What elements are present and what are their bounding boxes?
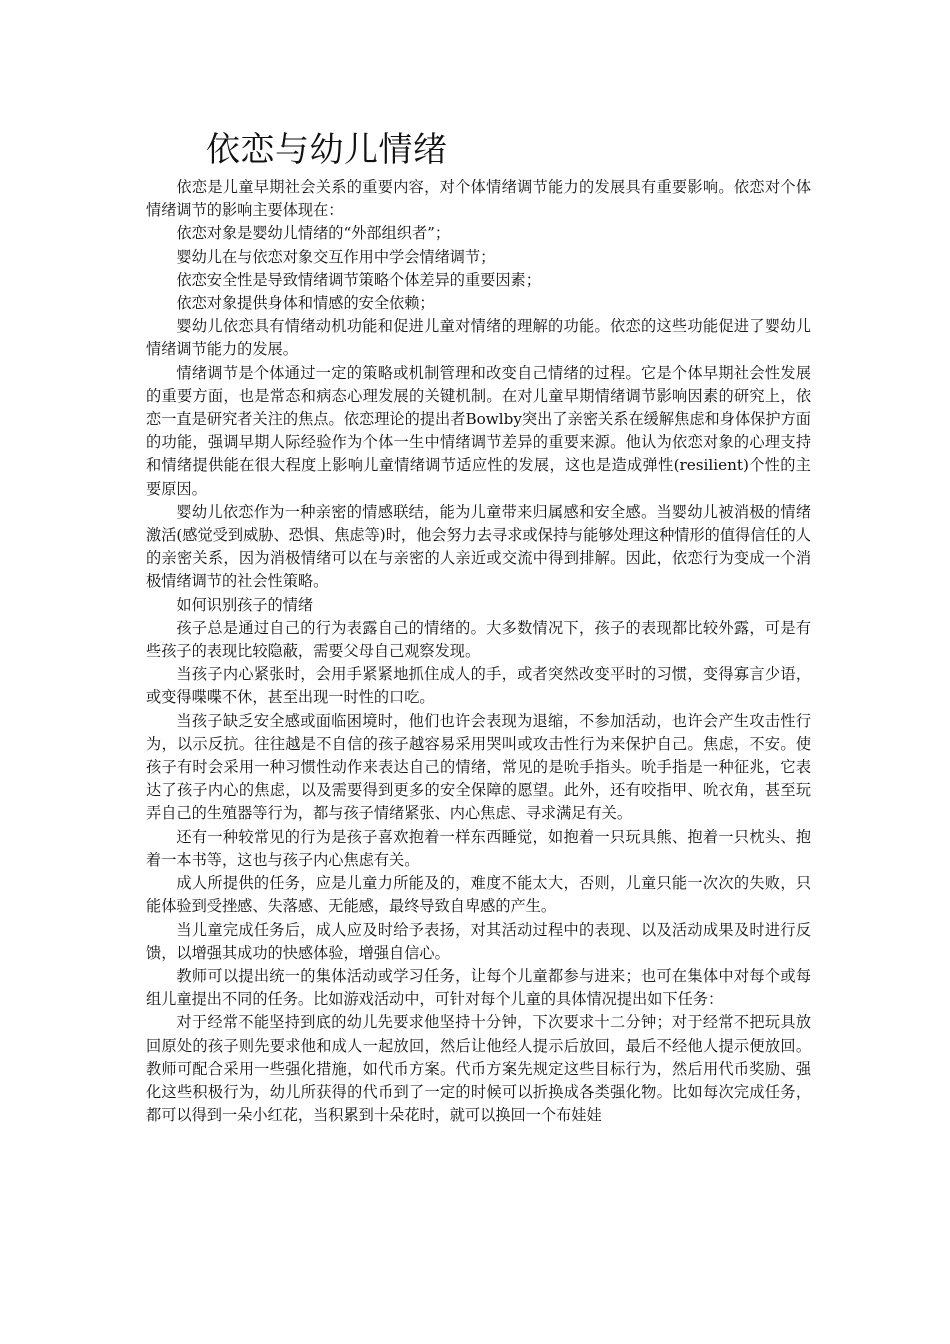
paragraph: 当孩子内心紧张时，会用手紧紧地抓住成人的手，或者突然改变平时的习惯，变得寡言少语，或变得喋喋不休，甚至出现一时性的口吃。 — [146, 665, 811, 707]
paragraph: 情绪调节是个体通过一定的策略或机制管理和改变自己情绪的过程。它是个体早期社会性发展的重要方面，也是常态和病态心理发展的关键机制。在对儿童早期情绪调节影响因素的研究上，依恋一直是研究者关注的焦点。依恋理论的提出者Bowlby突出了亲密关系在缓解焦虑和身体保护方面的功能，强调早期人际经验作为个体一生中情绪调节差异的重要来源。他认为依恋对象的心理支持和情绪提供能在很大程度上影响儿童情绪调节适应性的发展，这也是造成弹性(resilient)个性的主要原因。 — [146, 363, 811, 498]
document-body — [146, 176, 811, 1127]
paragraph: 当儿童完成任务后，成人应及时给予表扬，对其活动过程中的表现、以及活动成果及时进行反馈，以增强其成功的快感体验，增强自信心。 — [146, 920, 811, 962]
paragraph: 依恋对象提供身体和情感的安全依赖； — [176, 294, 435, 313]
paragraph: 孩子总是通过自己的行为表露自己的情绪的。大多数情况下，孩子的表现都比较外露，可是有些孩子的表现比较隐蔽，需要父母自己观察发现。 — [146, 618, 811, 661]
paragraph: 教师可以提出统一的集体活动或学习任务，让每个儿童都参与进来；也可在集体中对每个或每组儿童提出不同的任务。比如游戏活动中，可针对每个儿童的具体情况提出如下任务： — [146, 966, 811, 1009]
paragraph: 还有一种较常见的行为是孩子喜欢抱着一样东西睡觉，如抱着一只玩具熊、抱着一只枕头、抱着一本书等，这也与孩子内心焦虑有关。 — [146, 827, 811, 869]
paragraph: 婴幼儿依恋具有情绪动机功能和促进儿童对情绪的理解的功能。依恋的这些功能促进了婴幼儿情绪调节能力的发展。 — [146, 317, 811, 359]
paragraph: 依恋安全性是导致情绪调节策略个体差异的重要因素； — [176, 270, 541, 289]
section-heading: 如何识别孩子的情绪 — [176, 595, 314, 614]
paragraph: 依恋是儿童早期社会关系的重要内容，对个体情绪调节能力的发展具有重要影响。依恋对个体情绪调节的影响主要体现在： — [146, 178, 811, 220]
paragraph: 依恋对象是婴幼儿情绪的“外部组织者”； — [176, 224, 451, 243]
document-title: 依恋与幼儿情绪 — [206, 130, 448, 170]
paragraph: 婴幼儿在与依恋对象交互作用中学会情绪调节； — [176, 247, 496, 266]
paragraph: 对于经常不能坚持到底的幼儿先要求他坚持十分钟，下次要求十二分钟；对于经常不把玩具放回原处的孩子则先要求他和成人一起放回，然后让他经人提示后放回，最后不经他人提示便放回。教师可配合采用一些强化措施，如代币方案。代币方案先规定这些目标行为，然后用代币奖励、强化这些积极行为，幼儿所获得的代币到了一定的时候可以折换成各类强化物。比如每次完成任务，都可以得到一朵小红花，当积累到十朵花时，就可以换回一个布娃娃 — [146, 1013, 811, 1125]
paragraph: 成人所提供的任务，应是儿童力所能及的，难度不能太大，否则，儿童只能一次次的失败，只能体验到受挫感、失落感、无能感，最终导致自卑感的产生。 — [146, 874, 811, 916]
paragraph: 婴幼儿依恋作为一种亲密的情感联结，能为儿童带来归属感和安全感。当婴幼儿被消极的情绪激活(感觉受到威胁、恐惧、焦虑等)时，他会努力去寻求或保持与能够处理这种情形的值得信任的人的亲密关系，因为消极情绪可以在与亲密的人亲近或交流中得到排解。因此，依恋行为变成一个消极情绪调节的社会性策略。 — [146, 502, 811, 591]
paragraph: 当孩子缺乏安全感或面临困境时，他们也许会表现为退缩，不参加活动，也许会产生攻击性行为，以示反抗。往往越是不自信的孩子越容易采用哭叫或攻击性行为来保护自己。焦虑，不安。使孩子有时会采用一种习惯性动作来表达自己的情绪，常见的是吮手指头。吮手指是一种征兆，它表达了孩子内心的焦虑，以及需要得到更多的安全保障的愿望。此外，还有咬指甲、吮衣角，甚至玩弄自己的生殖器等行为，都与孩子情绪紧张、内心焦虑、寻求满足有关。 — [146, 711, 811, 823]
